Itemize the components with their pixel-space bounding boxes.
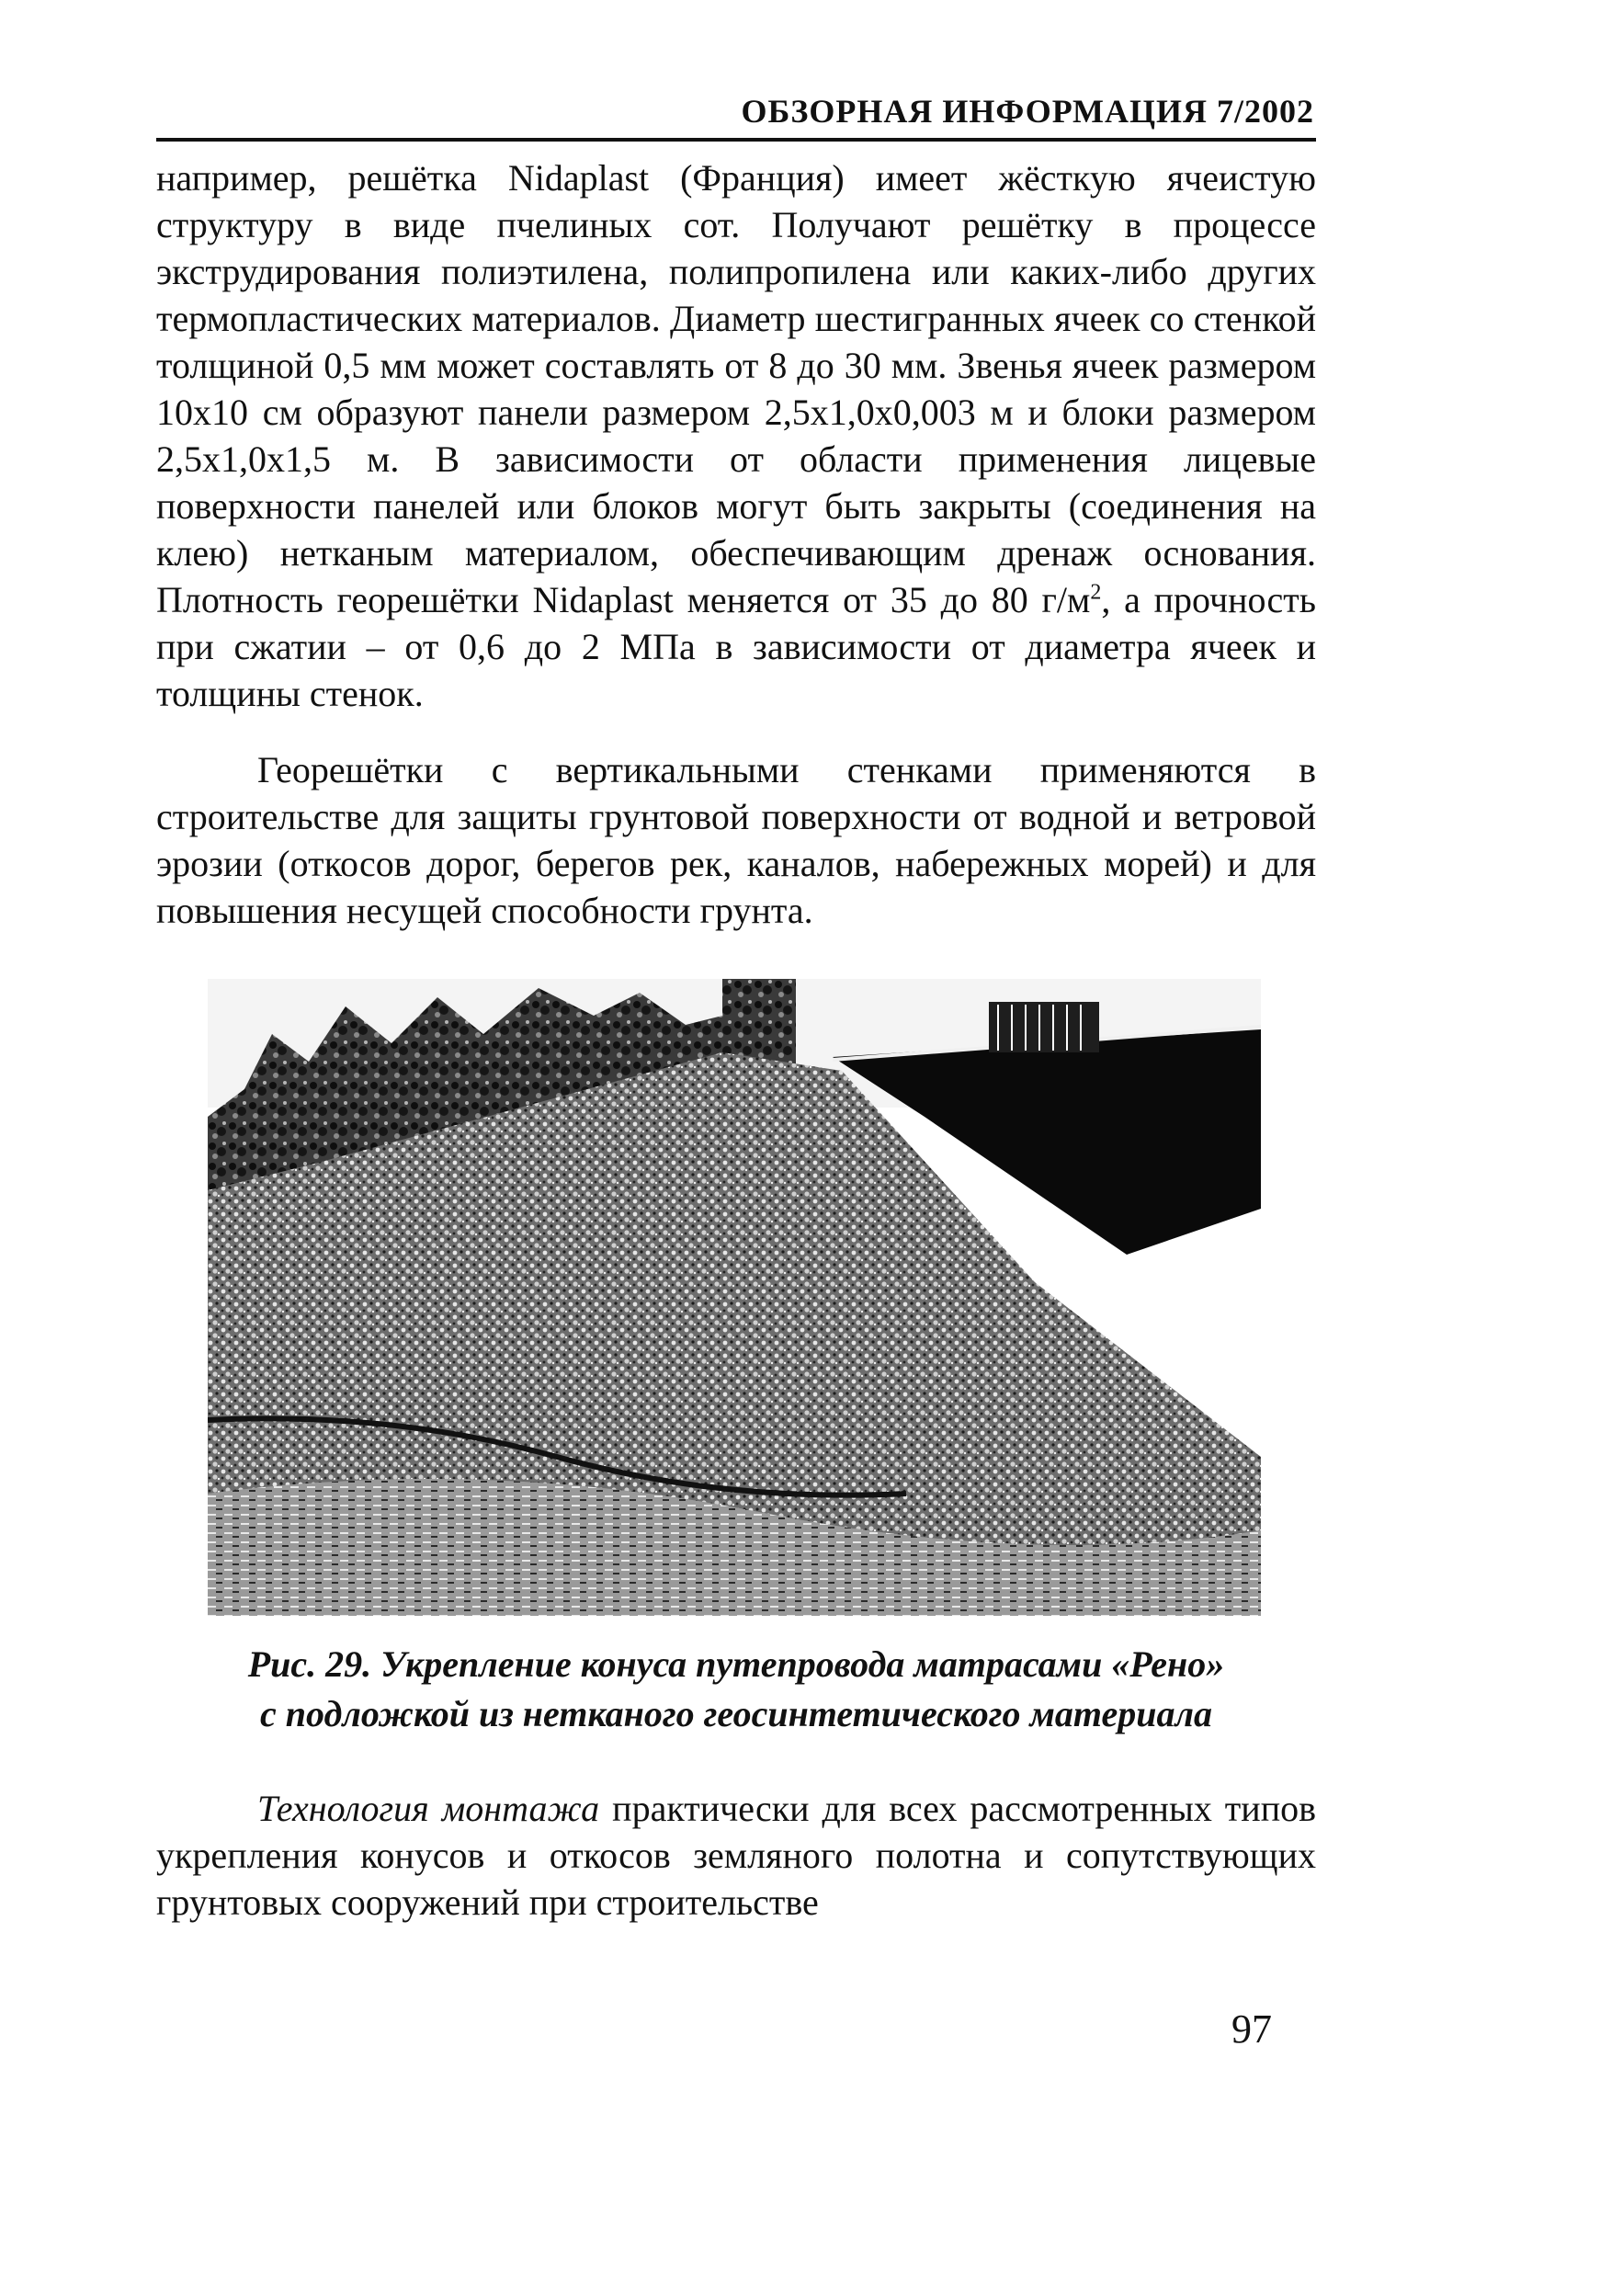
header-rule [156,138,1316,142]
caption-line-2: с подложкой из нетканого геосинтетического материала [260,1693,1212,1734]
paragraph-2: Георешётки с вертикальными стенками применяются в строительстве для защиты грунтовой поверхности от водной и ветровой эрозии (откосов дорог, берегов рек, каналов, набережных морей) и для повышения несущей способности грунта. [156,749,1316,931]
figure-caption [156,1640,1316,1739]
header-title: ОБЗОРНАЯ ИНФОРМАЦИЯ 7/2002 [741,93,1314,130]
page-number: 97 [1231,2006,1272,2052]
caption-line-1: Рис. 29. Укрепление конуса путепровода матрасами «Рено» [247,1643,1225,1685]
bridge-cone-photo-image [208,979,1261,1616]
paragraph-1-text-b: , а прочность при сжатии – от 0,6 до 2 МПа в зависимости от диаметра ячеек и толщины стенок. [156,579,1316,714]
paragraph-1-text-a: например, решётка Nidaplast (Франция) имеет жёсткую ячеистую структуру в виде пчелиных сот. Получают решётку в процессе экструдирования полиэтилена, полипропилена или каких-либо других термопластических материалов. Диаметр шестигранных ячеек со стенкой толщиной 0,5 мм может составлять от 8 до 30 мм. Звенья ячеек размером 10x10 см образуют панели размером 2,5x1,0x0,003 м и блоки размером 2,5x1,0x1,5 м. В зависимости от области применения лицевые поверхности панелей или блоков могут быть закрыты (соединения на клею) нетканым материалом, обеспечивающим дренаж основания. Плотность георешётки Nidaplast меняется от 35 до 80 г/м [156,157,1316,620]
figure-photo [208,979,1261,1616]
paragraph-3-italic-lead: Технология монтажа [257,1788,600,1829]
paragraph-3-text: практически для всех рассмотренных типов укрепления конусов и откосов земляного полотна и сопутствующих грунтовых сооружений при строительстве [156,1788,1316,1923]
paragraph-1 [156,154,1316,717]
paragraph-3 [156,1785,1316,1926]
running-header [156,92,1314,147]
superscript-2: 2 [1090,580,1102,605]
